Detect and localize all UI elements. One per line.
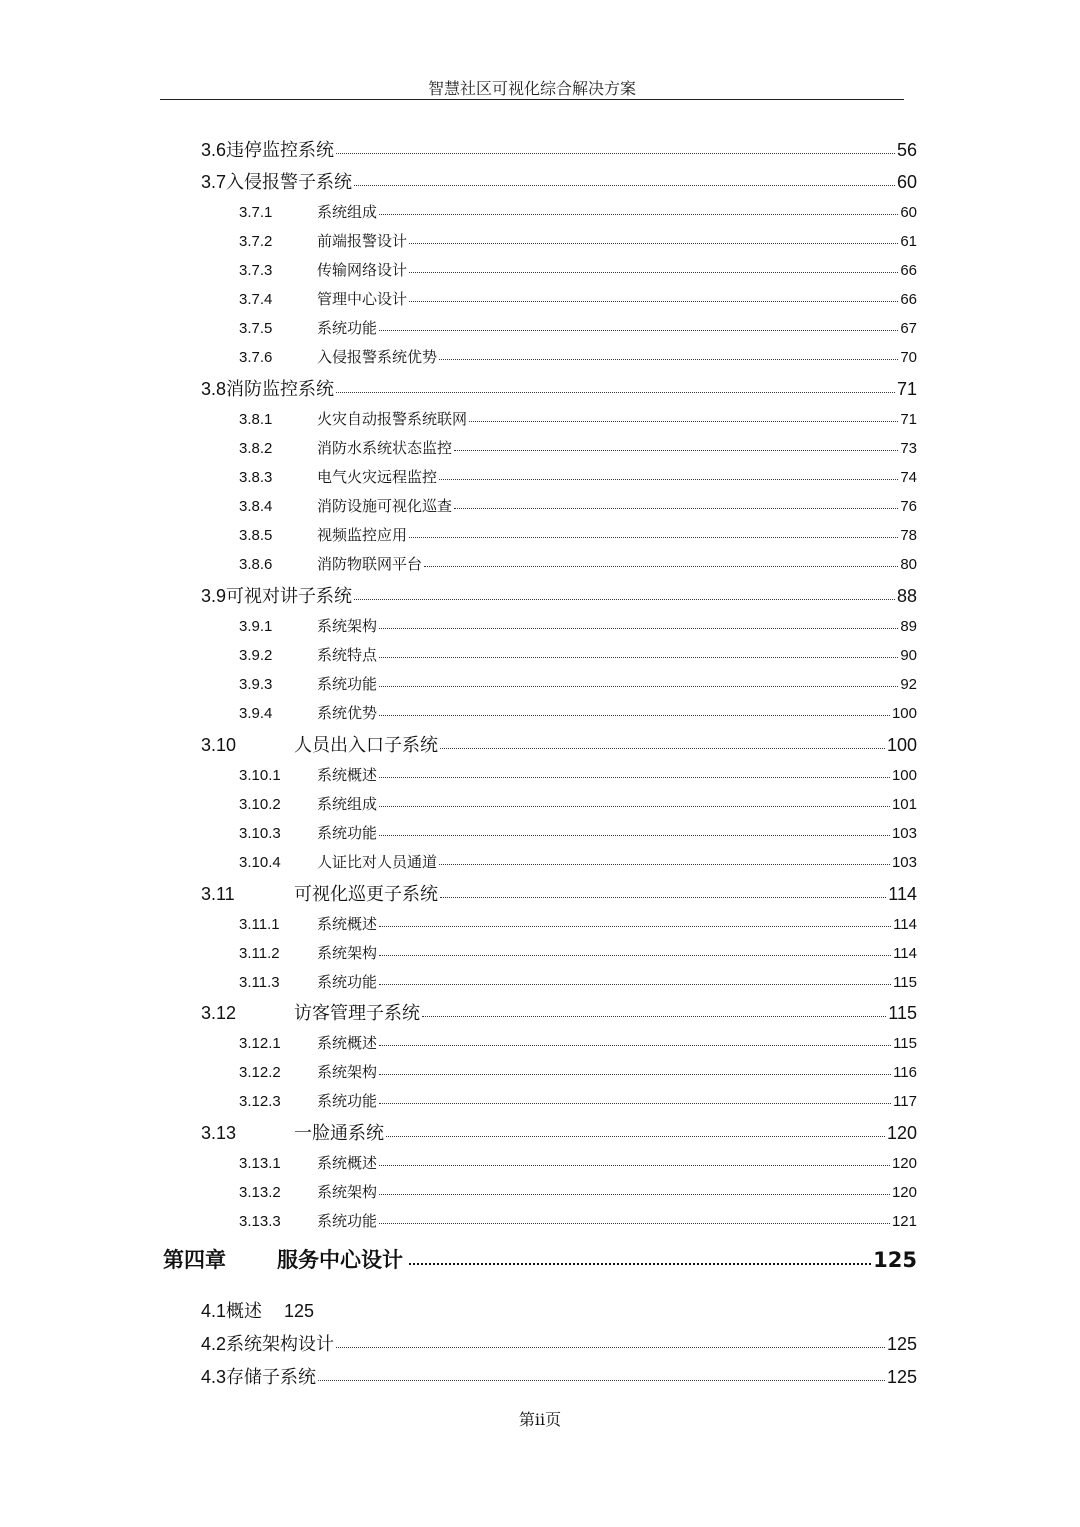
toc-entry[interactable] bbox=[239, 855, 917, 870]
toc-entry-title: 系统功能 bbox=[317, 1213, 378, 1230]
toc-entry-number: 3.9.4 bbox=[239, 705, 273, 722]
toc-entry-number: 3.10 bbox=[201, 735, 237, 755]
toc-entry-number: 3.10.2 bbox=[239, 796, 281, 813]
toc-entry-number: 3.10.1 bbox=[239, 767, 281, 784]
toc-entry-title: 服务中心设计 bbox=[277, 1248, 403, 1272]
toc-entry-page: 117 bbox=[893, 1093, 917, 1110]
toc-entry-number: 4.3 bbox=[201, 1367, 227, 1387]
toc-entry-title: 系统功能 bbox=[317, 676, 378, 693]
toc-entry-title: 可视对讲子系统 bbox=[226, 586, 353, 606]
toc-entry-title: 系统功能 bbox=[317, 974, 378, 991]
toc-dot-leader bbox=[379, 835, 890, 836]
toc-entry[interactable] bbox=[239, 917, 917, 932]
toc-entry-page: 56 bbox=[896, 140, 917, 160]
toc-entry-number: 3.11.2 bbox=[239, 945, 280, 962]
toc-entry-number: 3.12.3 bbox=[239, 1093, 281, 1110]
toc-entry-page: 66 bbox=[900, 262, 917, 279]
toc-entry-title: 系统功能 bbox=[317, 1093, 378, 1110]
toc-entry-number: 4.1 bbox=[201, 1301, 227, 1321]
toc-dot-leader bbox=[379, 806, 890, 807]
toc-entry-page: 89 bbox=[900, 618, 917, 635]
toc-entry[interactable] bbox=[239, 205, 917, 220]
toc-entry[interactable] bbox=[201, 380, 917, 398]
toc-entry-number: 3.8.5 bbox=[239, 527, 273, 544]
toc-entry[interactable] bbox=[201, 1368, 917, 1386]
toc-entry-title: 系统架构 bbox=[317, 1184, 378, 1201]
toc-entry-page: 125 bbox=[284, 1301, 315, 1321]
toc-entry-page: 114 bbox=[893, 916, 917, 933]
toc-entry[interactable] bbox=[201, 1004, 917, 1022]
toc-dot-leader bbox=[379, 955, 891, 956]
toc-entry-number: 第四章 bbox=[163, 1248, 226, 1272]
toc-dot-leader bbox=[318, 1380, 885, 1381]
toc-entry-number: 3.13.2 bbox=[239, 1184, 281, 1201]
toc-dot-leader bbox=[379, 926, 891, 927]
toc-entry-page: 121 bbox=[891, 1213, 917, 1230]
toc-entry-number: 3.6 bbox=[201, 140, 227, 160]
toc-entry[interactable] bbox=[239, 1036, 917, 1051]
toc-entry-page: 78 bbox=[900, 527, 917, 544]
toc-entry[interactable] bbox=[201, 173, 917, 191]
toc-entry[interactable] bbox=[239, 677, 917, 692]
toc-entry-page: 100 bbox=[891, 767, 917, 784]
toc-entry-page: 71 bbox=[900, 411, 917, 428]
toc-entry[interactable] bbox=[239, 1065, 917, 1080]
toc-entry-title: 消防设施可视化巡查 bbox=[317, 498, 453, 515]
toc-dot-leader bbox=[454, 450, 898, 451]
toc-dot-leader bbox=[379, 657, 898, 658]
toc-dot-leader bbox=[354, 599, 895, 600]
toc-dot-leader bbox=[439, 479, 898, 480]
toc-entry[interactable] bbox=[239, 1214, 917, 1229]
toc-entry-page: 100 bbox=[891, 705, 917, 722]
toc-dot-leader bbox=[386, 1136, 885, 1137]
toc-entry[interactable] bbox=[239, 797, 917, 812]
toc-entry[interactable] bbox=[239, 263, 917, 278]
toc-entry[interactable] bbox=[201, 1302, 917, 1320]
toc-entry-page: 120 bbox=[886, 1123, 917, 1143]
toc-entry-page: 103 bbox=[891, 825, 917, 842]
toc-entry-title: 系统架构设计 bbox=[226, 1334, 335, 1354]
toc-entry-page: 120 bbox=[891, 1155, 917, 1172]
toc-dot-leader bbox=[409, 537, 898, 538]
toc-entry-page: 74 bbox=[900, 469, 917, 486]
toc-entry-number: 3.12.2 bbox=[239, 1064, 281, 1081]
toc-entry[interactable] bbox=[239, 234, 917, 249]
toc-entry-title: 系统架构 bbox=[317, 945, 378, 962]
toc-dot-leader bbox=[439, 864, 890, 865]
toc-entry[interactable] bbox=[239, 470, 917, 485]
toc-entry[interactable] bbox=[201, 141, 917, 159]
toc-dot-leader bbox=[440, 748, 885, 749]
toc-entry-title: 系统功能 bbox=[317, 320, 378, 337]
toc-entry-page: 125 bbox=[886, 1334, 917, 1354]
toc-entry-number: 3.13 bbox=[201, 1123, 237, 1143]
toc-entry-page: 73 bbox=[900, 440, 917, 457]
toc-entry-title: 系统组成 bbox=[317, 204, 378, 221]
toc-entry-number: 3.7.3 bbox=[239, 262, 273, 279]
toc-entry[interactable] bbox=[239, 619, 917, 634]
toc-entry-title: 消防监控系统 bbox=[226, 379, 335, 399]
toc-entry[interactable] bbox=[239, 706, 917, 721]
toc-dot-leader bbox=[409, 243, 898, 244]
toc-entry-title: 一脸通系统 bbox=[294, 1123, 384, 1143]
toc-entry[interactable] bbox=[239, 292, 917, 307]
toc-entry-number: 3.12 bbox=[201, 1003, 237, 1023]
toc-entry-page: 67 bbox=[900, 320, 917, 337]
toc-entry-number: 3.8.1 bbox=[239, 411, 273, 428]
toc-entry-title: 违停监控系统 bbox=[226, 140, 335, 160]
toc-dot-leader bbox=[409, 1263, 871, 1265]
toc-entry-number: 3.13.1 bbox=[239, 1155, 281, 1172]
toc-entry-page: 100 bbox=[886, 735, 917, 755]
toc-entry-title: 消防水系统状态监控 bbox=[317, 440, 453, 457]
toc-entry-title: 可视化巡更子系统 bbox=[294, 884, 438, 904]
toc-entry-title: 电气火灾远程监控 bbox=[317, 469, 438, 486]
toc-entry-page: 90 bbox=[900, 647, 917, 664]
toc-entry[interactable] bbox=[239, 412, 917, 427]
toc-entry-number: 3.9.3 bbox=[239, 676, 273, 693]
toc-entry-title: 系统概述 bbox=[317, 1155, 378, 1172]
toc-dot-leader bbox=[379, 777, 890, 778]
toc-entry-page: 88 bbox=[896, 586, 917, 606]
toc-dot-leader bbox=[379, 330, 898, 331]
toc-entry-number: 3.11.3 bbox=[239, 974, 280, 991]
toc-entry[interactable] bbox=[201, 587, 917, 605]
toc-entry-number: 3.10.3 bbox=[239, 825, 281, 842]
toc-entry-title: 概述 bbox=[226, 1301, 263, 1321]
toc-entry-page: 92 bbox=[900, 676, 917, 693]
toc-dot-leader bbox=[379, 1223, 890, 1224]
toc-entry[interactable] bbox=[239, 1185, 917, 1200]
toc-entry-number: 3.8 bbox=[201, 379, 227, 399]
toc-entry[interactable] bbox=[239, 441, 917, 456]
toc-entry-title: 人证比对人员通道 bbox=[317, 854, 438, 871]
toc-dot-leader bbox=[409, 272, 898, 273]
toc-entry[interactable] bbox=[239, 1156, 917, 1171]
toc-entry-title: 火灾自动报警系统联网 bbox=[317, 411, 468, 428]
toc-entry-number: 3.11 bbox=[201, 884, 235, 904]
toc-entry[interactable] bbox=[239, 499, 917, 514]
toc-entry[interactable] bbox=[239, 975, 917, 990]
toc-entry[interactable] bbox=[239, 557, 917, 572]
toc-entry[interactable] bbox=[239, 826, 917, 841]
toc-entry-title: 系统特点 bbox=[317, 647, 378, 664]
toc-entry-page: 125 bbox=[886, 1367, 917, 1387]
toc-dot-leader bbox=[354, 185, 895, 186]
toc-entry-page: 115 bbox=[893, 1035, 917, 1052]
toc-entry-page: 116 bbox=[893, 1064, 917, 1081]
toc-dot-leader bbox=[379, 1194, 890, 1195]
toc-entry-title: 管理中心设计 bbox=[317, 291, 408, 308]
toc-entry-number: 3.7.4 bbox=[239, 291, 273, 308]
toc-entry[interactable] bbox=[239, 946, 917, 961]
toc-entry-title: 视频监控应用 bbox=[317, 527, 408, 544]
toc-dot-leader bbox=[379, 1103, 891, 1104]
toc-entry-title: 入侵报警系统优势 bbox=[317, 349, 438, 366]
toc-dot-leader bbox=[440, 897, 886, 898]
toc-entry-page: 60 bbox=[896, 172, 917, 192]
toc-entry-page: 70 bbox=[900, 349, 917, 366]
toc-dot-leader bbox=[409, 301, 898, 302]
toc-entry-number: 3.13.3 bbox=[239, 1213, 281, 1230]
toc-entry-page: 115 bbox=[888, 1003, 917, 1023]
toc-dot-leader bbox=[379, 715, 890, 716]
toc-dot-leader bbox=[336, 392, 895, 393]
toc-entry[interactable] bbox=[201, 736, 917, 754]
toc-entry-number: 3.8.3 bbox=[239, 469, 273, 486]
toc-entry[interactable] bbox=[201, 1335, 917, 1353]
toc-entry-number: 3.11.1 bbox=[239, 916, 280, 933]
toc-entry-page: 66 bbox=[900, 291, 917, 308]
toc-entry-page: 101 bbox=[891, 796, 917, 813]
toc-entry-title: 系统概述 bbox=[317, 916, 378, 933]
toc-entry-title: 消防物联网平台 bbox=[317, 556, 423, 573]
page-header: 智慧社区可视化综合解决方案 bbox=[427, 81, 636, 98]
toc-entry-page: 80 bbox=[900, 556, 917, 573]
toc-dot-leader bbox=[379, 686, 898, 687]
toc-entry-number: 3.12.1 bbox=[239, 1035, 281, 1052]
toc-entry-number: 3.8.4 bbox=[239, 498, 273, 515]
toc-dot-leader bbox=[379, 214, 898, 215]
toc-entry[interactable] bbox=[201, 885, 917, 903]
toc-entry-number: 3.9 bbox=[201, 586, 227, 606]
toc-dot-leader bbox=[336, 153, 895, 154]
toc-dot-leader bbox=[379, 1165, 890, 1166]
toc-entry[interactable] bbox=[239, 1094, 917, 1109]
toc-entry-title: 系统优势 bbox=[317, 705, 378, 722]
toc-dot-leader bbox=[424, 566, 898, 567]
toc-entry-page: 71 bbox=[896, 379, 917, 399]
toc-entry-title: 人员出入口子系统 bbox=[294, 735, 438, 755]
toc-dot-leader bbox=[469, 421, 898, 422]
toc-entry-title: 系统概述 bbox=[317, 767, 378, 784]
toc-entry-title: 系统架构 bbox=[317, 1064, 378, 1081]
toc-dot-leader bbox=[379, 1045, 891, 1046]
page-number: 第ii页 bbox=[518, 1410, 562, 1429]
toc-entry[interactable] bbox=[239, 321, 917, 336]
toc-entry-page: 125 bbox=[873, 1248, 917, 1272]
toc-entry[interactable] bbox=[239, 350, 917, 365]
toc-entry-page: 115 bbox=[893, 974, 917, 991]
toc-entry-title: 访客管理子系统 bbox=[294, 1003, 420, 1023]
header-rule bbox=[160, 99, 904, 100]
toc-entry-number: 3.9.2 bbox=[239, 647, 273, 664]
toc-entry-title: 入侵报警子系统 bbox=[226, 172, 353, 192]
toc-entry-number: 3.7.2 bbox=[239, 233, 273, 250]
toc-dot-leader bbox=[454, 508, 898, 509]
toc-entry-page: 60 bbox=[900, 204, 917, 221]
toc-entry-title: 系统架构 bbox=[317, 618, 378, 635]
toc-entry-title: 系统组成 bbox=[317, 796, 378, 813]
toc-entry-page: 76 bbox=[900, 498, 917, 515]
toc-entry-page: 120 bbox=[891, 1184, 917, 1201]
toc-entry-page: 114 bbox=[888, 884, 917, 904]
toc-entry-number: 3.7.1 bbox=[239, 204, 273, 221]
toc-entry-title: 前端报警设计 bbox=[317, 233, 408, 250]
toc-entry-title: 系统功能 bbox=[317, 825, 378, 842]
toc-entry-number: 4.2 bbox=[201, 1334, 227, 1354]
toc-entry-number: 3.7.5 bbox=[239, 320, 273, 337]
toc-entry-page: 103 bbox=[891, 854, 917, 871]
toc-entry-title: 系统概述 bbox=[317, 1035, 378, 1052]
toc-entry-number: 3.10.4 bbox=[239, 854, 281, 871]
toc-entry-page: 61 bbox=[900, 233, 917, 250]
toc-dot-leader bbox=[336, 1347, 885, 1348]
toc-entry-number: 3.8.6 bbox=[239, 556, 273, 573]
toc-dot-leader bbox=[439, 359, 898, 360]
toc-entry[interactable] bbox=[239, 528, 917, 543]
toc-entry-page: 114 bbox=[893, 945, 917, 962]
toc-entry-number: 3.9.1 bbox=[239, 618, 273, 635]
toc-entry-number: 3.8.2 bbox=[239, 440, 273, 457]
toc-entry[interactable] bbox=[239, 768, 917, 783]
toc-entry-number: 3.7 bbox=[201, 172, 227, 192]
toc-entry[interactable] bbox=[201, 1124, 917, 1142]
toc-entry-number: 3.7.6 bbox=[239, 349, 273, 366]
toc-entry[interactable] bbox=[163, 1250, 917, 1271]
toc-dot-leader bbox=[379, 984, 891, 985]
toc-entry[interactable] bbox=[239, 648, 917, 663]
toc-entry-title: 传输网络设计 bbox=[317, 262, 408, 279]
toc-entry-title: 存储子系统 bbox=[226, 1367, 317, 1387]
toc-dot-leader bbox=[379, 628, 898, 629]
toc-dot-leader bbox=[422, 1016, 886, 1017]
toc-dot-leader bbox=[379, 1074, 891, 1075]
